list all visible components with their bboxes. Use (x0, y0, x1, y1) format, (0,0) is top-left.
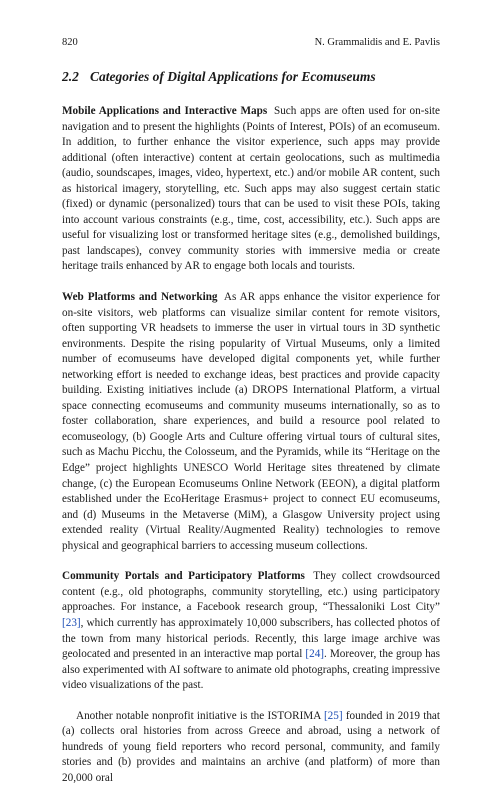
paragraph-text-istorima-1: Another notable nonprofit initiative is the ISTORIMA (76, 709, 321, 722)
paragraph-text-community-3: . Moreover, the group has also experimented with AI software to animate old photographs, creating impressive video visualizations of the past. (62, 648, 441, 692)
paragraph-heading-web-platforms: Web Platforms and Networking (62, 291, 218, 304)
citation-link-25[interactable]: [25] (323, 709, 343, 722)
running-header (62, 36, 440, 50)
section-number: 2.2 (62, 69, 79, 84)
page (62, 36, 440, 786)
running-authors: N. Grammalidis and E. Pavlis (314, 37, 440, 48)
paragraph-text-community-1: They collect crowdsourced content (e.g., old photographs, community storytelling, etc.) using participatory approaches. For instance, a Facebook research group, “Thessaloniki Lost City” (62, 570, 440, 614)
citation-link-23[interactable]: [23] (62, 616, 81, 629)
paragraph-istorima (62, 709, 440, 786)
paragraph-mobile-apps (62, 104, 440, 275)
paragraph-heading-community-portals: Community Portals and Participatory Platforms (62, 570, 305, 583)
paragraph-text-istorima-2: founded in 2019 that (a) collects oral histories from across Greece and abroad, using a network of hundreds of young field reporters who record personal, community, and family stories and (b) provides and maintains an archive (and platform) of more than 20,000 oral (62, 709, 441, 784)
section-title: Categories of Digital Applications for Ecomuseums (90, 69, 376, 84)
paragraph-heading-mobile-apps: Mobile Applications and Interactive Maps (62, 105, 268, 117)
citation-link-24[interactable]: [24] (305, 648, 325, 661)
paragraph-web-platforms (62, 290, 440, 554)
paragraph-text-community-2: , which currently has approximately 10,000 subscribers, has collected photos of the town from many historical periods. Recently, this large image archive was geolocated and presented in an interactive map portal (62, 616, 440, 661)
paragraph-text-web-platforms: As AR apps enhance the visitor experience for on-site visitors, web platforms can visualize similar content for remote visitors, often supporting VR headsets to immerse the user in virtual tours in 3D synthetic environments. Despite the rising popularity of Virtual Museums, only a limited number of ecomuseums have developed digital components yet, while further networking effort is needed to exchange ideas, best practices and provide capacity building. Existing initiatives include (a) DROPS International Platform, a virtual space connecting ecomuseums and community museums internationally, so as to foster collaboration, share experiences, and build a resource pool related to ecomuseology, (b) Google Arts and Culture offering virtual tours of cultural sites, such as Machu Picchu, the Colosseum, and the Pyramids, while its “Heritage on the Edge” project highlights UNESCO World Heritage sites threatened by climate change, (c) the European Ecomuseums Online Network (EEON), a digital platform established under the EcoHeritage Erasmus+ project to connect EU ecomuseums, and (d) Museums in the Metaverse (MiM), a Glasgow University project using extended reality (Virtual Reality/Augmented Reality) technologies to remove physical and geographical barriers to accessing museum collections. (62, 291, 440, 552)
paragraph-text-mobile-apps: Such apps are often used for on-site navigation and to present the highlights (Points of Interest, POIs) of an ecomuseum. In addition, to further enhance the visitor experience, such apps may provide additional (often interactive) content at certain geolocations, such as multimedia (audio, soundscapes, images, video, hypertext, etc.) and/or mobile AR content, such as historical imagery, storytelling, etc. Such apps may also suggest certain static (fixed) or dynamic (personalized) tours that can be used to visit these POIs, taking into account various constraints (e.g., time, cost, accessibility, etc.). Such apps are useful for visualizing lost or transformed heritage sites (e.g., demolished buildings, past landscapes), convey community stories with immersive media or create heritage trails enhanced by AR to engage both locals and tourists. (62, 105, 441, 273)
page-number: 820 (62, 37, 78, 48)
section-heading (62, 68, 440, 85)
paragraph-community-portals (62, 569, 440, 693)
